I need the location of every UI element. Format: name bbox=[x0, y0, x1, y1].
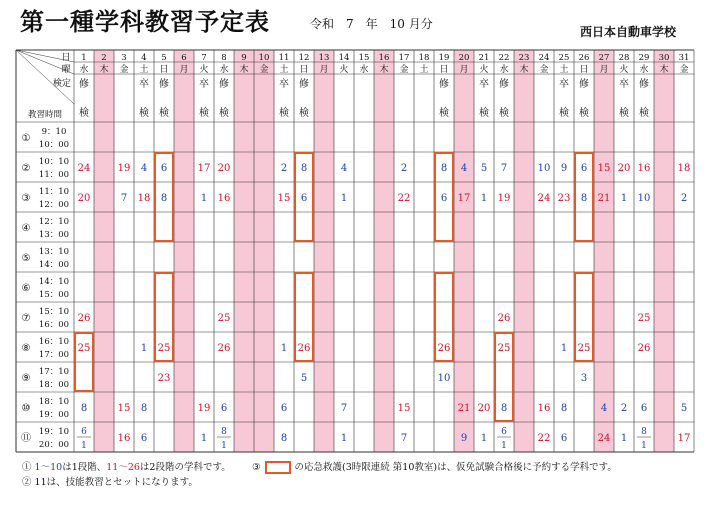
kentei-top-label: 修 bbox=[439, 79, 449, 90]
kentei-bottom-label: 検 bbox=[159, 108, 169, 119]
school-name: 西日本自動車学校 bbox=[579, 25, 676, 39]
lesson-number: 16 bbox=[117, 433, 131, 444]
weekday-label: 土 bbox=[139, 65, 149, 75]
lesson-number: 1 bbox=[641, 441, 647, 451]
day-number: 5 bbox=[161, 53, 167, 63]
lesson-number: 5 bbox=[300, 373, 308, 384]
weekday-label: 土 bbox=[279, 65, 289, 75]
period-mark: ④ bbox=[21, 223, 31, 234]
day-number: 6 bbox=[181, 53, 187, 63]
period-start-time: 9：10 bbox=[41, 127, 67, 137]
kentei-bottom-label: 検 bbox=[579, 108, 589, 119]
kentei-header-label: 検定 bbox=[52, 79, 72, 89]
lesson-number: 6 bbox=[440, 193, 448, 204]
lesson-number: 22 bbox=[397, 193, 411, 204]
lesson-number: 24 bbox=[597, 433, 611, 444]
period-start-time: 19：10 bbox=[38, 427, 70, 437]
lesson-number: 8 bbox=[580, 193, 588, 204]
period-end-time: 18：00 bbox=[38, 380, 70, 390]
weekday-label: 土 bbox=[419, 65, 429, 75]
lesson-number: 4 bbox=[140, 163, 148, 174]
lesson-number: 9 bbox=[460, 433, 468, 444]
note-2-mark: ② bbox=[22, 477, 32, 488]
kentei-top-label: 修 bbox=[579, 79, 589, 90]
lesson-number: 1 bbox=[221, 441, 227, 451]
lesson-number: 1 bbox=[200, 193, 208, 204]
lesson-number: 25 bbox=[637, 313, 651, 324]
kentei-bottom-label: 検 bbox=[199, 108, 209, 119]
day-number: 20 bbox=[458, 53, 470, 63]
lesson-number: 6 bbox=[300, 193, 308, 204]
period-mark: ⑥ bbox=[21, 283, 31, 294]
lesson-number: 2 bbox=[280, 163, 288, 174]
note-1-mark: ① bbox=[22, 462, 32, 473]
lesson-number: 26 bbox=[497, 313, 511, 324]
page-title: 第一種学科教習予定表 bbox=[20, 7, 270, 36]
kentei-top-label: 卒 bbox=[199, 79, 209, 90]
period-end-time: 17：00 bbox=[38, 350, 70, 360]
lesson-number: 2 bbox=[400, 163, 408, 174]
note-1-range-1: 1〜10 bbox=[34, 462, 63, 473]
lesson-number: 10 bbox=[437, 373, 451, 384]
period-mark: ⑨ bbox=[21, 373, 31, 384]
lesson-number: 19 bbox=[117, 163, 131, 174]
kentei-top-label: 修 bbox=[219, 79, 229, 90]
kentei-top-label: 修 bbox=[499, 79, 509, 90]
day-number: 4 bbox=[141, 53, 147, 63]
note-1-text-1: は1段階、 bbox=[62, 462, 107, 473]
period-start-time: 10：10 bbox=[38, 157, 70, 167]
lesson-number: 8 bbox=[140, 403, 148, 414]
weekday-label: 日 bbox=[439, 65, 449, 75]
lesson-number: 26 bbox=[637, 343, 651, 354]
period-mark: ⑩ bbox=[21, 403, 31, 414]
orange-box-legend-icon bbox=[265, 461, 291, 474]
weekday-label: 水 bbox=[219, 65, 229, 75]
weekday-label: 水 bbox=[499, 65, 509, 75]
period-mark: ⑪ bbox=[21, 433, 31, 444]
period-mark: ① bbox=[21, 133, 31, 144]
lesson-number: 8 bbox=[280, 433, 288, 444]
note-1 bbox=[22, 460, 617, 475]
lesson-number: 25 bbox=[77, 343, 91, 354]
weekday-header-label: 曜 bbox=[61, 65, 71, 75]
weekday-label: 水 bbox=[639, 65, 649, 75]
day-number: 15 bbox=[358, 53, 370, 63]
lesson-number: 6 bbox=[160, 163, 168, 174]
period-start-time: 11：10 bbox=[38, 187, 70, 197]
weekday-label: 金 bbox=[539, 65, 549, 75]
lesson-number: 6 bbox=[580, 163, 588, 174]
day-number: 12 bbox=[298, 53, 310, 63]
lesson-number: 1 bbox=[620, 433, 628, 444]
period-end-time: 10：00 bbox=[38, 140, 70, 150]
note-1-text-2: は2段階の学科です。 bbox=[139, 462, 231, 473]
lesson-number: 20 bbox=[477, 403, 491, 414]
lesson-number: 7 bbox=[400, 433, 408, 444]
period-end-time: 11：00 bbox=[38, 170, 70, 180]
lesson-number: 7 bbox=[120, 193, 128, 204]
lesson-number: 4 bbox=[340, 163, 348, 174]
kentei-top-label: 修 bbox=[79, 79, 89, 90]
lesson-number: 20 bbox=[77, 193, 91, 204]
weekday-label: 木 bbox=[519, 65, 529, 75]
lesson-number: 17 bbox=[197, 163, 211, 174]
kentei-top-label: 卒 bbox=[619, 79, 629, 90]
period-end-time: 13：00 bbox=[38, 230, 70, 240]
lesson-number: 6 bbox=[280, 403, 288, 414]
lesson-number: 7 bbox=[340, 403, 348, 414]
day-number: 9 bbox=[241, 53, 247, 63]
lesson-number: 26 bbox=[437, 343, 451, 354]
lesson-number: 23 bbox=[557, 193, 571, 204]
kentei-bottom-label: 検 bbox=[279, 108, 289, 119]
day-number: 27 bbox=[598, 53, 610, 63]
period-mark: ② bbox=[21, 163, 31, 174]
lesson-number: 21 bbox=[457, 403, 471, 414]
day-number: 28 bbox=[618, 53, 630, 63]
kentei-bottom-label: 検 bbox=[219, 108, 229, 119]
lesson-number: 1 bbox=[480, 433, 488, 444]
period-start-time: 15：10 bbox=[38, 307, 70, 317]
lesson-number: 23 bbox=[157, 373, 171, 384]
lesson-number: 1 bbox=[340, 433, 348, 444]
lesson-number: 1 bbox=[501, 441, 507, 451]
day-number: 26 bbox=[578, 53, 590, 63]
period-end-time: 20：00 bbox=[38, 440, 70, 450]
period-mark: ⑤ bbox=[21, 253, 31, 264]
lesson-number: 15 bbox=[397, 403, 411, 414]
lesson-number: 8 bbox=[221, 427, 227, 437]
period-start-time: 14：10 bbox=[38, 277, 70, 287]
lesson-number: 1 bbox=[480, 193, 488, 204]
day-number: 7 bbox=[201, 53, 207, 63]
weekday-label: 月 bbox=[599, 65, 609, 75]
lesson-number: 24 bbox=[77, 163, 91, 174]
weekday-label: 火 bbox=[199, 65, 209, 75]
kentei-bottom-label: 検 bbox=[479, 108, 489, 119]
kentei-top-label: 卒 bbox=[279, 79, 289, 90]
lesson-number: 4 bbox=[460, 163, 468, 174]
lesson-number: 3 bbox=[580, 373, 588, 384]
day-number: 1 bbox=[81, 53, 87, 63]
lesson-number: 8 bbox=[500, 403, 508, 414]
lesson-number: 26 bbox=[77, 313, 91, 324]
period-mark: ⑧ bbox=[21, 343, 31, 354]
lesson-number: 8 bbox=[440, 163, 448, 174]
kentei-top-label: 卒 bbox=[479, 79, 489, 90]
day-number: 10 bbox=[258, 53, 270, 63]
lesson-number: 21 bbox=[597, 193, 611, 204]
day-number: 17 bbox=[398, 53, 410, 63]
notes bbox=[22, 460, 617, 490]
lesson-number: 20 bbox=[617, 163, 631, 174]
period-end-time: 15：00 bbox=[38, 290, 70, 300]
period-start-time: 12：10 bbox=[38, 217, 70, 227]
note-3 bbox=[252, 460, 617, 475]
day-number: 21 bbox=[478, 53, 490, 63]
kentei-bottom-label: 検 bbox=[559, 108, 569, 119]
period-start-time: 16：10 bbox=[38, 337, 70, 347]
lesson-number: 25 bbox=[497, 343, 511, 354]
weekday-label: 月 bbox=[179, 65, 189, 75]
day-number: 31 bbox=[678, 53, 690, 63]
period-start-time: 17：10 bbox=[38, 367, 70, 377]
period-end-time: 12：00 bbox=[38, 200, 70, 210]
weekday-label: 木 bbox=[239, 65, 249, 75]
lesson-number: 25 bbox=[217, 313, 231, 324]
note-3-mark: ③ bbox=[252, 462, 261, 473]
lesson-number: 5 bbox=[680, 403, 688, 414]
lesson-number: 18 bbox=[677, 163, 691, 174]
lesson-number: 4 bbox=[600, 403, 608, 414]
lesson-number: 1 bbox=[340, 193, 348, 204]
weekday-label: 金 bbox=[119, 65, 129, 75]
schedule-period: 令和 7 年 10 月分 bbox=[310, 17, 433, 31]
note-1-range-2: 11〜26 bbox=[106, 462, 140, 473]
weekday-label: 水 bbox=[79, 65, 89, 75]
lesson-number: 17 bbox=[457, 193, 471, 204]
period-end-time: 14：00 bbox=[38, 260, 70, 270]
lesson-number: 25 bbox=[157, 343, 171, 354]
lesson-number: 1 bbox=[140, 343, 148, 354]
weekday-label: 木 bbox=[659, 65, 669, 75]
lesson-number: 8 bbox=[641, 427, 647, 437]
lesson-number: 6 bbox=[640, 403, 648, 414]
day-number: 2 bbox=[101, 53, 107, 63]
lesson-number: 19 bbox=[497, 193, 511, 204]
lesson-number: 8 bbox=[80, 403, 88, 414]
lesson-number: 16 bbox=[637, 163, 651, 174]
lesson-number: 10 bbox=[637, 193, 651, 204]
kentei-bottom-label: 検 bbox=[79, 108, 89, 119]
lesson-number: 15 bbox=[597, 163, 611, 174]
lesson-number: 2 bbox=[680, 193, 688, 204]
weekday-label: 金 bbox=[679, 65, 689, 75]
lesson-number: 25 bbox=[577, 343, 591, 354]
lesson-number: 6 bbox=[140, 433, 148, 444]
lesson-number: 5 bbox=[480, 163, 488, 174]
kentei-top-label: 修 bbox=[639, 79, 649, 90]
day-number: 30 bbox=[658, 53, 670, 63]
weekday-label: 木 bbox=[99, 65, 109, 75]
day-number: 14 bbox=[338, 53, 350, 63]
period-mark: ⑦ bbox=[21, 313, 31, 324]
lesson-number: 16 bbox=[537, 403, 551, 414]
lesson-number: 6 bbox=[560, 433, 568, 444]
lesson-number: 10 bbox=[537, 163, 551, 174]
lesson-number: 8 bbox=[560, 403, 568, 414]
weekday-label: 火 bbox=[479, 65, 489, 75]
lesson-number: 1 bbox=[620, 193, 628, 204]
day-number: 11 bbox=[278, 53, 290, 63]
weekday-label: 土 bbox=[559, 65, 569, 75]
weekday-label: 月 bbox=[319, 65, 329, 75]
weekday-label: 金 bbox=[399, 65, 409, 75]
lesson-number: 18 bbox=[137, 193, 151, 204]
lesson-number: 24 bbox=[537, 193, 551, 204]
kentei-bottom-label: 検 bbox=[639, 108, 649, 119]
lesson-number: 6 bbox=[501, 427, 507, 437]
weekday-label: 日 bbox=[159, 65, 169, 75]
day-number: 25 bbox=[558, 53, 570, 63]
period-start-time: 13：10 bbox=[38, 247, 70, 257]
lesson-number: 6 bbox=[81, 427, 87, 437]
weekday-label: 火 bbox=[619, 65, 629, 75]
weekday-label: 日 bbox=[579, 65, 589, 75]
lesson-number: 6 bbox=[220, 403, 228, 414]
lesson-number: 8 bbox=[160, 193, 168, 204]
weekday-label: 水 bbox=[359, 65, 369, 75]
lesson-number: 1 bbox=[280, 343, 288, 354]
period-header-label: 教習時間 bbox=[27, 110, 63, 120]
lesson-number: 22 bbox=[537, 433, 551, 444]
kentei-bottom-label: 検 bbox=[619, 108, 629, 119]
kentei-bottom-label: 検 bbox=[139, 108, 149, 119]
day-number: 23 bbox=[518, 53, 530, 63]
kentei-bottom-label: 検 bbox=[299, 108, 309, 119]
day-number: 19 bbox=[438, 53, 450, 63]
day-number: 8 bbox=[221, 53, 227, 63]
lesson-number: 8 bbox=[300, 163, 308, 174]
note-2 bbox=[22, 475, 231, 490]
day-number: 24 bbox=[538, 53, 550, 63]
day-header-label: 日 bbox=[61, 53, 71, 63]
day-number: 13 bbox=[318, 53, 330, 63]
lesson-number: 15 bbox=[117, 403, 131, 414]
lesson-number: 20 bbox=[217, 163, 231, 174]
kentei-bottom-label: 検 bbox=[439, 108, 449, 119]
lesson-number: 26 bbox=[297, 343, 311, 354]
lesson-number: 1 bbox=[81, 441, 87, 451]
lesson-number: 1 bbox=[200, 433, 208, 444]
weekday-label: 月 bbox=[459, 65, 469, 75]
lesson-number: 9 bbox=[560, 163, 568, 174]
period-end-time: 16：00 bbox=[38, 320, 70, 330]
day-number: 3 bbox=[121, 53, 127, 63]
day-number: 18 bbox=[418, 53, 430, 63]
lesson-number: 16 bbox=[217, 193, 231, 204]
weekday-label: 日 bbox=[299, 65, 309, 75]
day-number: 16 bbox=[378, 53, 390, 63]
kentei-top-label: 卒 bbox=[559, 79, 569, 90]
lesson-number: 1 bbox=[560, 343, 568, 354]
lesson-number: 19 bbox=[197, 403, 211, 414]
day-number: 29 bbox=[638, 53, 650, 63]
weekday-label: 金 bbox=[259, 65, 269, 75]
kentei-top-label: 修 bbox=[299, 79, 309, 90]
period-end-time: 19：00 bbox=[38, 410, 70, 420]
note-2-text: 11は、技能教習とセットになります。 bbox=[34, 477, 198, 488]
day-number: 22 bbox=[498, 53, 510, 63]
lesson-number: 2 bbox=[620, 403, 628, 414]
kentei-top-label: 修 bbox=[159, 79, 169, 90]
lesson-number: 26 bbox=[217, 343, 231, 354]
weekday-label: 火 bbox=[339, 65, 349, 75]
period-start-time: 18：10 bbox=[38, 397, 70, 407]
weekday-label: 木 bbox=[379, 65, 389, 75]
lesson-number: 15 bbox=[277, 193, 291, 204]
kentei-bottom-label: 検 bbox=[499, 108, 509, 119]
lesson-number: 17 bbox=[677, 433, 691, 444]
note-3-text: の応急救護(3時限連続 第10教室)は、仮免試験合格後に予約する学科です。 bbox=[294, 462, 617, 473]
kentei-top-label: 卒 bbox=[139, 79, 149, 90]
period-mark: ③ bbox=[21, 193, 31, 204]
lesson-number: 7 bbox=[500, 163, 508, 174]
